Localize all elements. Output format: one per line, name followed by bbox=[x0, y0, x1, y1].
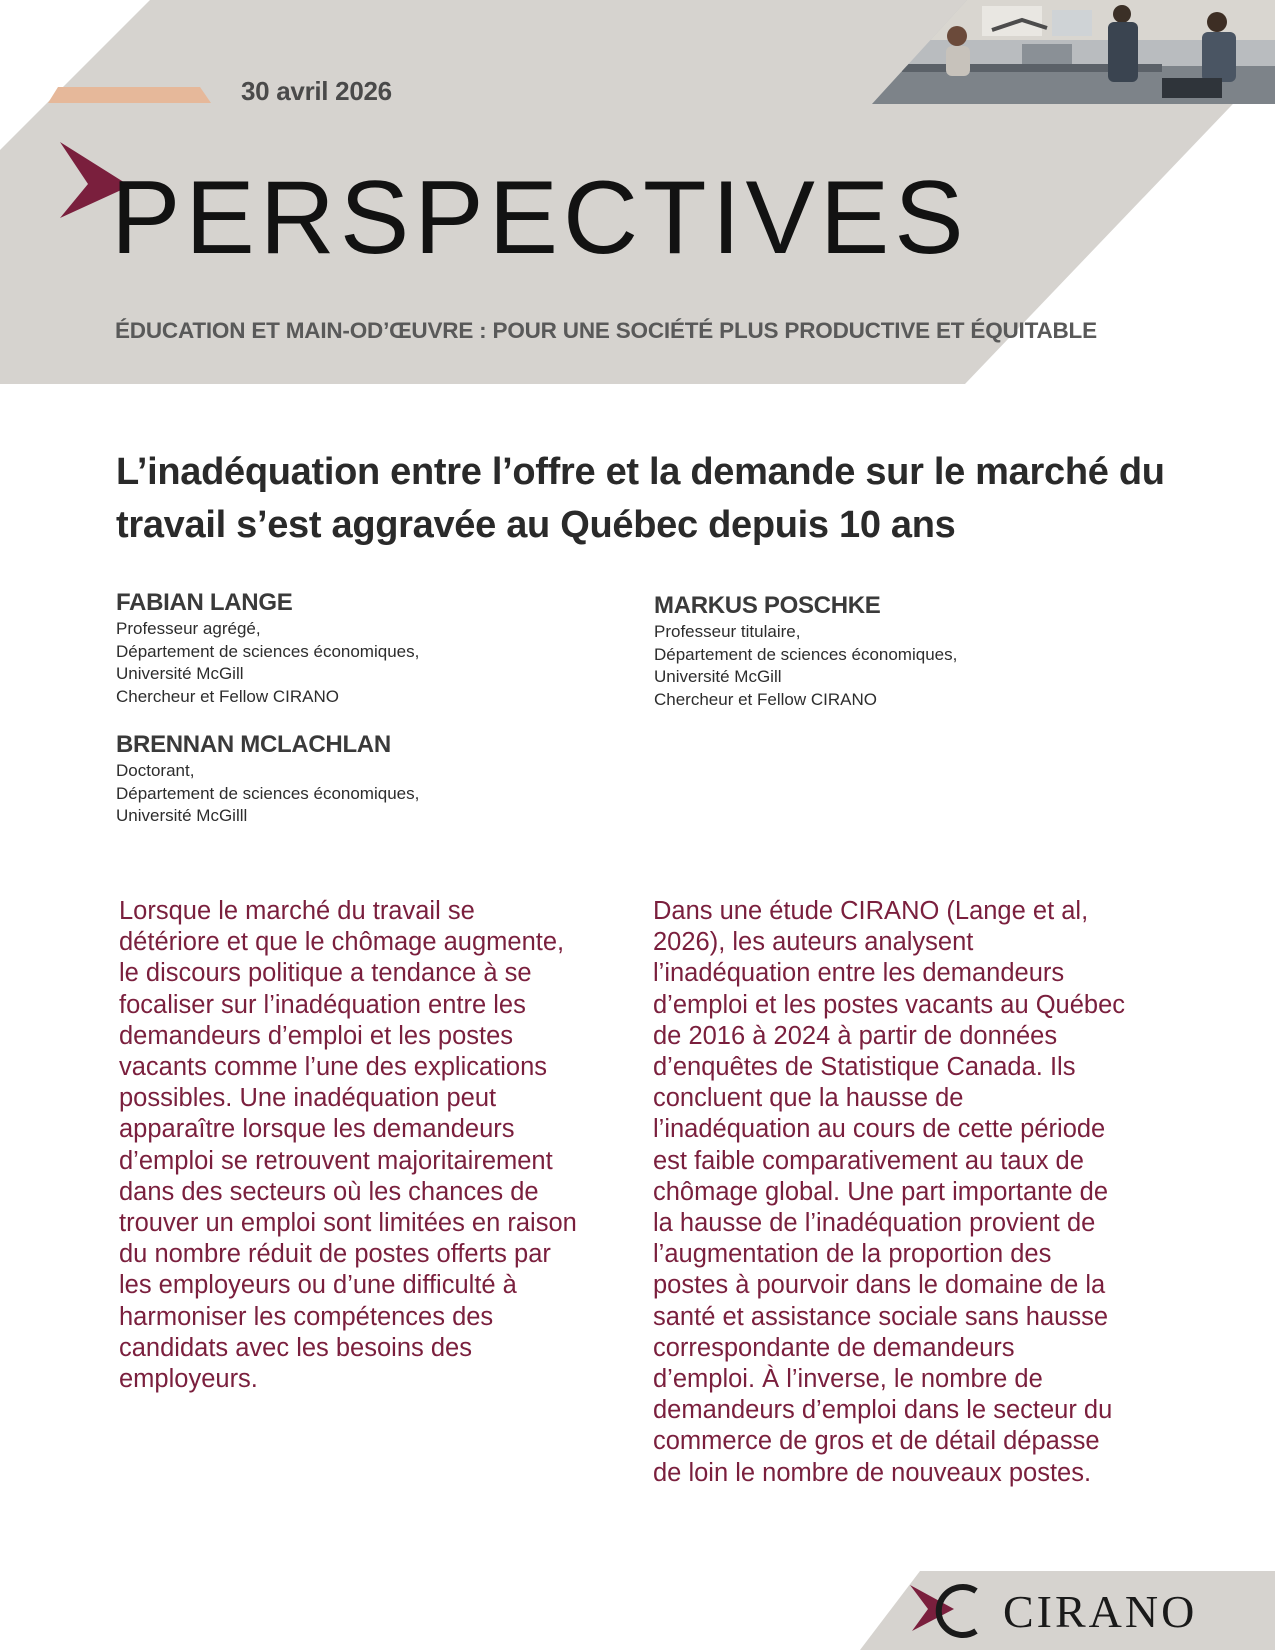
body-line: Lorsque le marché du travail se bbox=[119, 897, 475, 925]
body-line: d’enquêtes de Statistique Canada. Ils bbox=[653, 1053, 1076, 1082]
body-line: employeurs. bbox=[119, 1365, 258, 1394]
body-line: l’inadéquation entre les demandeurs bbox=[653, 959, 1065, 988]
author-card bbox=[654, 591, 957, 711]
body-line: trouver un emploi sont limitées en raison bbox=[119, 1209, 577, 1238]
body-line: la hausse de l’inadéquation provient de bbox=[653, 1209, 1096, 1238]
body-line: apparaître lorsque les demandeurs bbox=[119, 1115, 515, 1144]
publication-date: 30 avril 2026 bbox=[241, 76, 392, 106]
body-line: demandeurs d’emploi dans le secteur du bbox=[653, 1396, 1113, 1425]
body-line: dans des secteurs où les chances de bbox=[119, 1177, 539, 1206]
body-left-column bbox=[119, 896, 629, 1395]
body-line: Dans une étude CIRANO (Lange et al, bbox=[653, 897, 1089, 925]
body-line: d’emploi et les postes vacants au Québec bbox=[653, 990, 1126, 1019]
accent-bar bbox=[48, 87, 211, 103]
body-line: l’inadéquation au cours de cette période bbox=[653, 1115, 1106, 1144]
author-department: Département de sciences économiques, bbox=[654, 644, 958, 664]
body-line: postes à pourvoir dans le domaine de la bbox=[653, 1271, 1106, 1300]
body-line: du nombre réduit de postes offerts par bbox=[119, 1240, 551, 1269]
article-title: L’inadéquation entre l’offre et la demande sur le marché du travail s’est aggravée au Québec depuis 10 ans bbox=[116, 451, 1165, 546]
body-line: de 2016 à 2024 à partir de données bbox=[653, 1021, 1058, 1050]
body-line: commerce de gros et de détail dépasse bbox=[653, 1427, 1100, 1456]
author-name: FABIAN LANGE bbox=[116, 589, 293, 616]
author-department: Département de sciences économiques, bbox=[116, 641, 420, 661]
author-university: Université McGill bbox=[654, 667, 782, 686]
body-line: concluent que la hausse de bbox=[653, 1084, 964, 1113]
body-line: santé et assistance sociale sans hausse bbox=[653, 1302, 1109, 1331]
body-line: de loin le nombre de nouveaux postes. bbox=[653, 1458, 1092, 1487]
cirano-logo-icon bbox=[910, 1583, 980, 1639]
body-line: focaliser sur l’inadéquation entre les bbox=[119, 990, 526, 1019]
author-affiliation: Chercheur et Fellow CIRANO bbox=[654, 689, 877, 709]
body-right-column bbox=[653, 896, 1173, 1489]
author-title: Doctorant, bbox=[116, 761, 195, 780]
body-line: correspondante de demandeurs bbox=[653, 1333, 1015, 1362]
body-line: vacants comme l’une des explications bbox=[119, 1053, 548, 1082]
brand-title: PERSPECTIVES bbox=[111, 160, 969, 276]
body-line: possibles. Une inadéquation peut bbox=[119, 1084, 497, 1113]
series-title: ÉDUCATION ET MAIN-OD’ŒUVRE : POUR UNE SOCIÉTÉ PLUS PRODUCTIVE ET ÉQUITABLE bbox=[115, 318, 1097, 343]
author-university: Université McGilll bbox=[116, 806, 248, 825]
header-photo bbox=[872, 0, 1275, 104]
body-line: harmoniser les compétences des bbox=[119, 1302, 494, 1331]
body-line: est faible comparativement au taux de bbox=[653, 1146, 1084, 1175]
body-line: l’augmentation de la proportion des bbox=[653, 1240, 1052, 1269]
author-university: Université McGill bbox=[116, 664, 244, 683]
author-title: Professeur titulaire, bbox=[654, 622, 801, 641]
body-line: détériore et que le chômage augmente, bbox=[119, 928, 565, 957]
body-line: candidats avec les besoins des bbox=[119, 1333, 472, 1362]
author-name: MARKUS POSCHKE bbox=[654, 592, 881, 619]
body-line: d’emploi se retrouvent majoritairement bbox=[119, 1146, 553, 1175]
cirano-logo-text: CIRANO bbox=[1003, 1586, 1198, 1637]
author-affiliation: Chercheur et Fellow CIRANO bbox=[116, 686, 339, 706]
author-name: BRENNAN MCLACHLAN bbox=[116, 731, 391, 758]
body-line: demandeurs d’emploi et les postes bbox=[119, 1021, 514, 1050]
body-line: les employeurs ou d’une difficulté à bbox=[119, 1271, 517, 1300]
author-department: Département de sciences économiques, bbox=[116, 783, 420, 803]
body-line: d’emploi. À l’inverse, le nombre de bbox=[653, 1365, 1043, 1394]
author-card bbox=[116, 730, 419, 828]
author-title: Professeur agrégé, bbox=[116, 619, 261, 638]
body-line: chômage global. Une part importante de bbox=[653, 1177, 1109, 1206]
author-card bbox=[116, 588, 419, 708]
body-line: 2026), les auteurs analysent bbox=[653, 928, 974, 957]
body-line: le discours politique a tendance à se bbox=[119, 959, 532, 988]
